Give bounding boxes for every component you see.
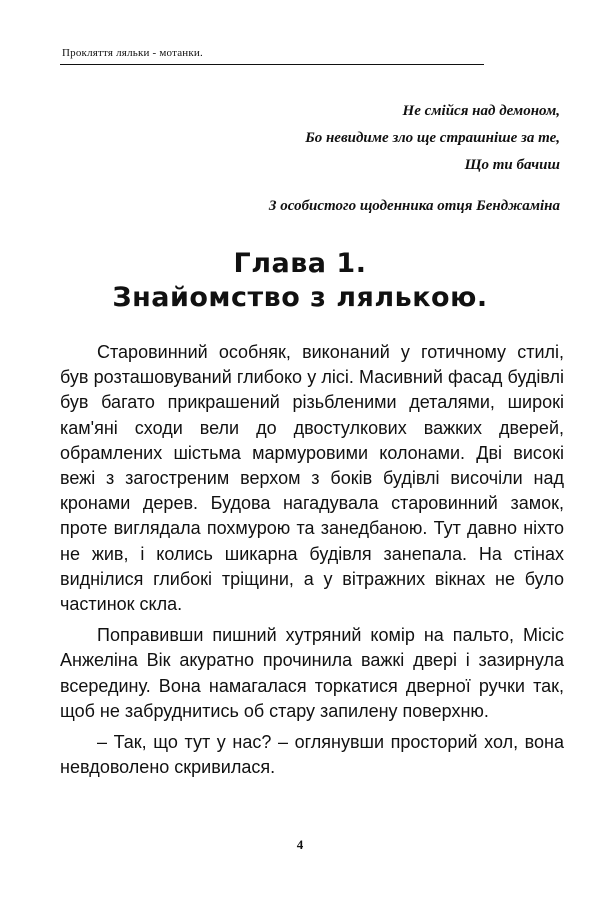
paragraph: Старовинний особняк, виконаний у готичному стилі, був розташовуваний глибоко у лісі. Масивний фасад будівлі був багато прикрашений різьбленими деталями, широкі кам'яні сходи вели до двостулкових важких дверей, обрамлених шістьма мармуровими колонами. Дві високі вежі з загостреним верхом з боків будівлі височіли над кронами дерев. Будова нагадувала старовинний замок, проте виглядала похмурою та занедбаною. Тут давно ніхто не жив, і колись шикарна будівля занепала. На стінах виднілися глибокі тріщини, а у вітражних вікнах не було частинок скла. bbox=[60, 342, 564, 615]
epigraph-attribution: З особистого щоденника отця Бенджаміна bbox=[268, 198, 560, 214]
header-rule bbox=[60, 64, 484, 65]
paragraph: Поправивши пишний хутряний комір на пальто, Місіс Анжеліна Вік акуратно прочинила важкі двері і зазирнула всередину. Вона намагалася торкатися дверної ручки так, щоб не забруднитись об стару запилену поверхню. bbox=[60, 625, 564, 721]
chapter-number: Глава 1. bbox=[233, 248, 367, 279]
epigraph bbox=[305, 98, 560, 179]
epigraph-line: Не смійся над демоном, bbox=[402, 103, 560, 119]
body-text bbox=[60, 340, 564, 786]
chapter-title: Знайомство з лялькою. bbox=[112, 282, 488, 313]
page-number: 4 bbox=[296, 837, 304, 852]
epigraph-line: Бо невидиме зло ще страшніше за те, bbox=[305, 130, 560, 146]
running-header: Прокляття ляльки - мотанки. bbox=[62, 47, 203, 59]
epigraph-line: Що ти бачиш bbox=[464, 157, 560, 173]
paragraph: – Так, що тут у нас? – оглянувши просторий хол, вона невдоволено скривилася. bbox=[60, 732, 564, 778]
chapter-heading bbox=[0, 247, 600, 315]
